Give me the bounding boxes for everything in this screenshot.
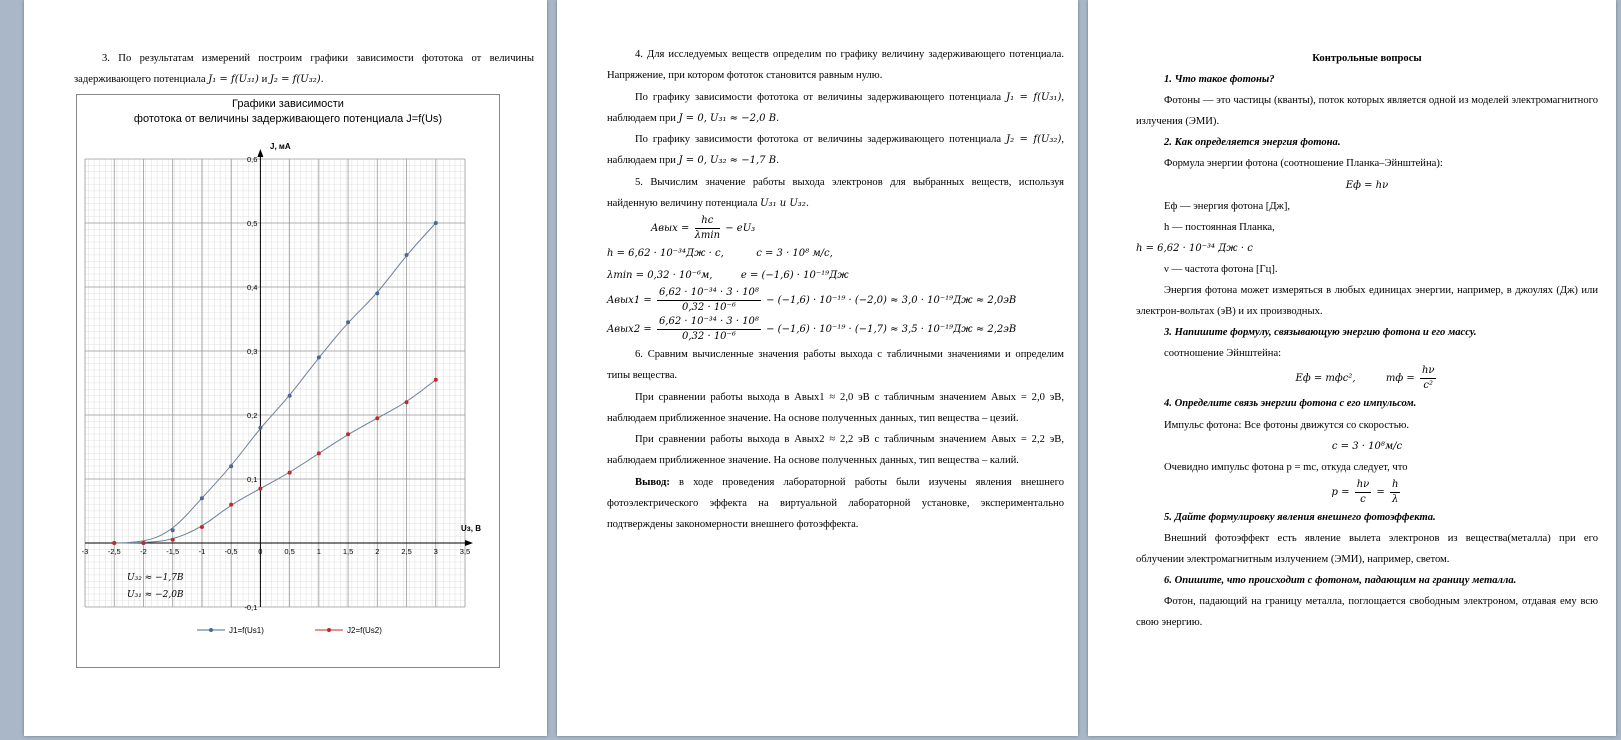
conclusion-paragraph [607,472,1064,536]
x-axis-label: Uз, В [461,524,481,533]
item-4b-result: J = 0, U₃₂ ≈ −1,7 В. [678,155,780,167]
data-point-series-1 [317,355,321,359]
legend-marker-j2 [327,628,331,632]
plot-area-grid [85,159,465,607]
data-point-series-2 [258,487,262,491]
x-tick-label: -1,5 [166,547,180,556]
equation-photon-energy: Eф = hν [1345,179,1389,191]
data-point-series-1 [346,320,350,324]
question-1: 1. Что такое фотоны? [1164,74,1275,86]
answer-2: Формула энергии фотона (соотношение Планка–Эйнштейна): [1164,158,1443,170]
eq-p-fraction-1 [1355,478,1372,507]
a1-rest: − (−1,6) · 10⁻¹⁹ · (−2,0) ≈ 3,0 · 10⁻¹⁹Дж ≈ 2,0эВ [766,294,1017,306]
value-planck: h = 6,62 · 10⁻³⁴ Дж · с [1136,242,1253,254]
legend-label-j2: J2=f(Us2) [347,626,382,635]
item-5-paragraph [607,172,1064,215]
a2-fraction [657,315,761,344]
question-6: 6. Опишите, что происходит с фотоном, падающим на границу металла. [1164,575,1517,587]
data-point-series-1 [171,528,175,532]
y-tick-label: 0,1 [246,475,258,484]
data-point-series-2 [171,538,175,542]
answer-3: соотношение Эйнштейна: [1164,348,1282,360]
document-page-1 [24,0,547,736]
data-point-series-2 [200,525,204,529]
data-point-series-2 [375,416,379,420]
work-function-1-calc [607,286,1064,315]
item-4a-eq: J₁ = f(U₃₁) [1006,91,1062,103]
eq-energy-mass: Eф = mфc², [1295,373,1356,385]
eq-p-lhs: p = [1331,486,1350,498]
constant-h: h = 6,62 · 10⁻³⁴Дж · с, [607,248,724,260]
item-4b-paragraph [607,129,1064,172]
item-4a-text2: , наблюдаем при [607,91,1064,124]
question-4: 4. Определите связь энергии фотона с его импульсом. [1164,398,1417,410]
item3-text: 3. По результатам измерений построим графики зависимости фототока от величины задерживающего потенциала [74,53,534,86]
x-tick-label: -2 [140,547,147,556]
work-function-2-calc [607,315,1064,344]
data-point-series-2 [405,400,409,404]
eq-p-num1: hν [1355,478,1372,493]
eq-p-equals: = [1376,486,1385,498]
x-tick-label: 0 [258,547,263,556]
data-point-series-1 [375,291,379,295]
data-point-series-1 [229,464,233,468]
item-6b-paragraph: При сравнении работы выхода в Aвых2 ≈ 2,2 эВ с табличным значением Aвых = 2,2 эВ, наблюдаем приближенное значение. На основе полученных данных, тип вещества – калий. [607,434,1064,467]
item-5-text: 5. Вычислим значение работы выхода электронов для выбранных веществ, используя найденную величину потенциала [607,176,1064,210]
data-point-series-2 [288,471,292,475]
equation-photon-mass [1136,364,1598,393]
x-tick-label: -2,5 [107,547,121,556]
chart-title: Графики зависимости [232,98,344,110]
chart-subtitle: фототока от величины задерживающего потенциала J=f(Us) [133,113,443,125]
chart-frame[interactable] [76,94,500,668]
answer-4b: Очевидно импульс фотона p = mc, откуда следует, что [1164,461,1408,473]
equation-speed-of-light: c = 3 · 10⁸м/с [1331,440,1403,452]
a1-fraction [657,286,761,315]
eq-mass-numerator: hν [1420,364,1437,379]
constant-e: e = (−1,6) · 10⁻¹⁹Дж [740,269,849,281]
eq-p-num2: h [1390,478,1400,493]
chart [77,95,499,667]
y-tick-label: 0,2 [246,411,258,420]
equation-momentum [1136,478,1598,507]
control-questions-title: Контрольные вопросы [1312,53,1422,64]
a2-denominator: 0,32 · 10⁻⁶ [682,330,736,342]
answer-1: Фотоны — это частицы (кванты), поток которых является одной из моделей электромагнитного излучения (ЭМИ). [1136,95,1598,128]
item-4b-eq: J₂ = f(U₃₂) [1006,134,1062,146]
item-4a-paragraph [607,87,1064,130]
x-axis-arrow [465,540,473,546]
y-tick-label: 0,5 [246,219,258,228]
constant-lambda: λmin = 0,32 · 10⁻⁶м, [607,269,713,281]
document-page-3 [1088,0,1616,736]
x-tick-label: 3 [433,547,438,556]
chart-legend [197,626,382,635]
item3-and: и [258,74,270,86]
formula-denominator: λmin [694,230,721,242]
conclusion-label: Вывод: [635,476,670,488]
data-point-series-1 [200,496,204,500]
a1-numerator: 6,62 · 10⁻³⁴ · 3 · 10⁸ [657,286,761,301]
question-2: 2. Как определяется энергия фотона. [1164,137,1341,149]
a2-rest: − (−1,6) · 10⁻¹⁹ · (−1,7) ≈ 3,5 · 10⁻¹⁹Дж ≈ 2,2эВ [766,323,1017,335]
x-tick-label: 1 [316,547,321,556]
y-axis-label: J, мА [270,142,291,151]
constants-row-1 [607,243,1064,264]
item3-eq2: J₂ = f(U₃₂). [269,74,324,86]
y-tick-label: 0,6 [246,155,258,164]
x-tick-label: 2 [375,547,380,556]
u31-annotation: U₃₁ ≈ −2,0В [127,590,184,600]
y-tick-label: 0,4 [246,283,258,292]
item-4b-text: По графику зависимости фототока от величины задерживающего потенциала [635,134,1007,146]
a1-denominator: 0,32 · 10⁻⁶ [682,301,736,313]
data-point-series-1 [258,426,262,430]
answer-6: Фотон, падающий на границу металла, поглощается свободным электроном, отдавая ему всю свою энергию. [1136,596,1598,629]
eq-p-fraction-2 [1390,478,1400,507]
definition-frequency: ν — частота фотона [Гц]. [1164,263,1278,275]
data-point-series-1 [405,253,409,257]
item-6a-paragraph: При сравнении работы выхода в Aвых1 ≈ 2,0 эВ с табличным значением Aвых = 2,0 эВ, наблюдаем приближенное значение. На основе полученных данных, тип вещества – цезий. [607,391,1064,424]
answer-4: Импульс фотона: Все фотоны движутся со скоростью. [1164,419,1410,431]
document-page-2 [557,0,1078,736]
constants-row-2 [607,265,1064,286]
legend-marker-j1 [209,628,213,632]
data-point-series-1 [434,221,438,225]
eq-p-den1: c [1360,493,1366,505]
x-tick-label: 3,5 [459,547,471,556]
u32-annotation: U₃₂ ≈ −1,7В [127,573,184,583]
item-4a-result: J = 0, U₃₁ ≈ −2,0 В. [678,112,780,124]
data-point-series-2 [112,541,116,545]
formula-numerator: hc [695,214,720,229]
item3-eq1: J₁ = f(U₃₁) [208,74,259,86]
data-point-series-2 [317,451,321,455]
item-4-paragraph: 4. Для исследуемых веществ определим по графику величину задерживающего потенциала. Напряжение, при котором фототок становится равным нулю. [607,49,1064,82]
a2-lhs: Aвых2 = [607,323,652,335]
data-point-series-1 [288,394,292,398]
page2-body [607,44,1064,536]
a2-numerator: 6,62 · 10⁻³⁴ · 3 · 10⁸ [657,315,761,330]
x-tick-label: 1,5 [342,547,354,556]
eq-mass-lhs: mф = [1385,373,1415,385]
answer-2b: Энергия фотона может измеряться в любых единицах энергии, например, в джоулях (Дж) или электрон-вольтах (эВ) и их производных. [1136,285,1598,318]
item-4b-text2: , наблюдаем при [607,134,1064,167]
data-point-series-2 [141,541,145,545]
y-tick-label: -0,1 [244,603,258,612]
legend-label-j1: J1=f(Us1) [229,626,264,635]
a1-lhs: Aвых1 = [607,294,652,306]
data-point-series-2 [434,378,438,382]
work-function-formula [607,214,1064,243]
formula-lhs: Aвых = [651,223,690,235]
definition-energy: Eф — энергия фотона [Дж], [1164,200,1291,212]
x-tick-label: 2,5 [401,547,412,556]
page3-body [1136,48,1598,633]
question-5: 5. Дайте формулировку явления внешнего фотоэффекта. [1164,511,1436,523]
item-3-paragraph [74,48,534,91]
y-axis-arrow [257,149,263,157]
formula-rest: − eU₃ [725,223,756,235]
question-3: 3. Напишите формулу, связывающую энергию фотона и его массу. [1164,327,1477,339]
item-4a-text: По графику зависимости фототока от величины задерживающего потенциала [635,91,1007,103]
eq-mass-fraction [1420,364,1437,393]
x-tick-label: -1 [198,547,206,556]
answer-5: Внешний фотоэффект есть явление вылета электронов из вещества(металла) при его облучении электромагнитным излучением (ЭМИ), например, светом. [1136,532,1598,565]
formula-fraction [695,214,720,243]
constant-c: c = 3 · 10⁸ м/с, [756,248,833,260]
data-point-series-2 [346,432,350,436]
data-point-series-2 [229,503,233,507]
eq-p-den2: λ [1392,493,1399,505]
item-6-paragraph: 6. Сравним вычисленные значения работы выхода с табличными значениями и определим типы вещества. [607,348,1064,382]
x-tick-label: -0,5 [224,547,238,556]
x-tick-label: 0,5 [284,547,295,556]
conclusion-text: в ходе проведения лабораторной работы были изучены явления внешнего фотоэлектрического эффекта на виртуальной лабораторной установке, экспериментально подтверждены закономерности внешнего фотоэффекта. [607,476,1064,531]
definition-planck: h — постоянная Планка, [1164,221,1275,233]
x-tick-label: -3 [81,547,89,556]
item-5-eq: U₃₁ и U₃₂. [760,198,810,210]
eq-mass-denominator: c² [1423,380,1433,392]
y-tick-label: 0,3 [246,347,258,356]
